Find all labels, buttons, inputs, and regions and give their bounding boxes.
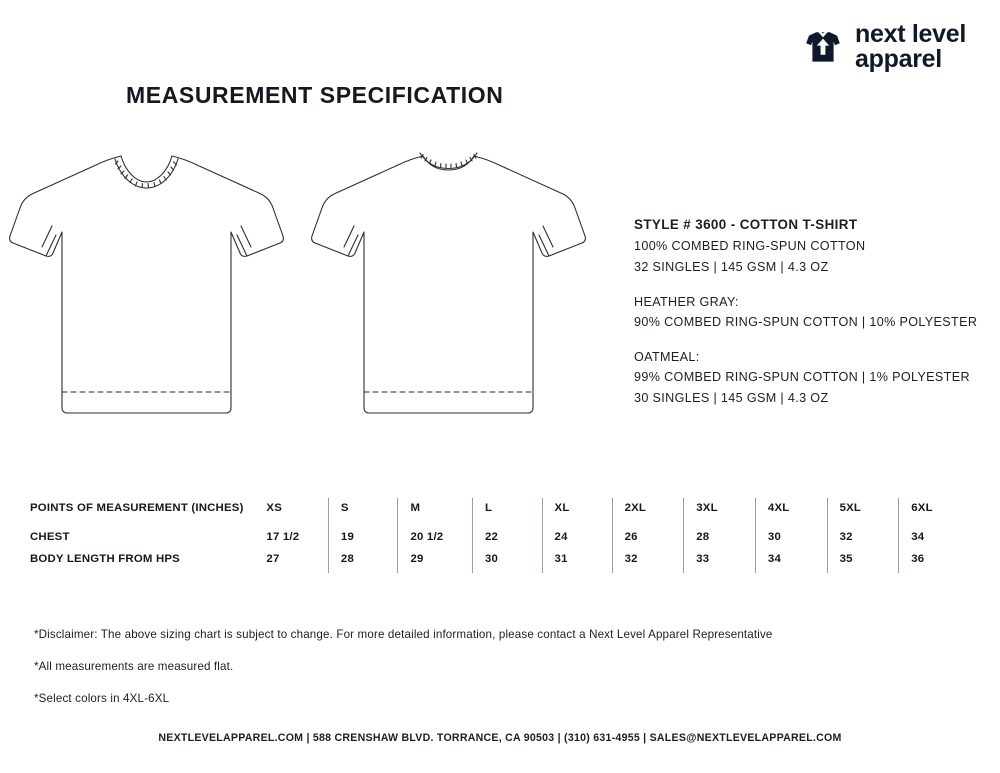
row-label-chest: CHEST <box>30 531 70 543</box>
composition-line: 100% COMBED RING-SPUN COTTON <box>634 239 866 254</box>
brand-logo <box>803 22 966 71</box>
cell-chest-4xl: 30 <box>755 523 827 548</box>
table-header-row <box>30 498 970 523</box>
cell-chest-s: 19 <box>328 523 398 548</box>
measurement-table <box>30 498 970 573</box>
cell-length-s: 28 <box>328 548 398 573</box>
cell-chest-m: 20 1/2 <box>398 523 473 548</box>
column-header-6xl: 6XL <box>899 498 970 523</box>
cell-length-xs: 27 <box>266 553 280 565</box>
table-row <box>30 523 970 548</box>
column-header-3xl: 3XL <box>684 498 756 523</box>
tshirt-back-illustration <box>310 140 600 435</box>
disclaimer-notes <box>34 628 773 724</box>
column-header-xs: XS <box>266 502 283 514</box>
cell-length-m: 29 <box>398 548 473 573</box>
cell-chest-5xl: 32 <box>827 523 899 548</box>
brand-line-1: next level <box>855 20 966 48</box>
oatmeal-composition: 99% COMBED RING-SPUN COTTON | 1% POLYESTER <box>634 370 970 385</box>
brand-wordmark <box>855 22 966 71</box>
cell-chest-3xl: 28 <box>684 523 756 548</box>
cell-chest-xl: 24 <box>542 523 612 548</box>
cell-length-2xl: 32 <box>612 548 684 573</box>
tshirt-logo-icon <box>803 27 843 67</box>
column-header-s: S <box>328 498 398 523</box>
measurement-table-wrapper <box>30 498 970 573</box>
cell-length-xl: 31 <box>542 548 612 573</box>
cell-chest-6xl: 34 <box>899 523 970 548</box>
brand-line-2: apparel <box>855 44 942 73</box>
heather-gray-composition: 90% COMBED RING-SPUN COTTON | 10% POLYESTER <box>634 315 978 330</box>
column-header-l: L <box>472 498 542 523</box>
column-header-pom: POINTS OF MEASUREMENT (INCHES) <box>30 502 244 514</box>
cell-length-l: 30 <box>472 548 542 573</box>
cell-chest-l: 22 <box>472 523 542 548</box>
heather-gray-label: HEATHER GRAY: <box>634 294 739 309</box>
note-measured-flat: *All measurements are measured flat. <box>34 660 234 673</box>
style-spec-block <box>634 218 994 413</box>
oatmeal-label: OATMEAL: <box>634 349 700 364</box>
cell-chest-xs: 17 1/2 <box>266 531 300 543</box>
oatmeal-singles: 30 SINGLES | 145 GSM | 4.3 OZ <box>634 390 829 405</box>
cell-length-6xl: 36 <box>899 548 970 573</box>
footer-contact-line: NEXTLEVELAPPAREL.COM | 588 CRENSHAW BLVD. TORRANCE, CA 90503 | (310) 631-4955 | SALES@NEXTLEVELAPPAREL.COM <box>158 732 842 744</box>
row-label-body-length: BODY LENGTH FROM HPS <box>30 553 180 565</box>
tshirt-front-illustration <box>8 140 298 435</box>
cell-length-3xl: 33 <box>684 548 756 573</box>
column-header-4xl: 4XL <box>755 498 827 523</box>
cell-length-5xl: 35 <box>827 548 899 573</box>
page-title: MEASUREMENT SPECIFICATION <box>126 82 504 108</box>
cell-length-4xl: 34 <box>755 548 827 573</box>
singles-line: 32 SINGLES | 145 GSM | 4.3 OZ <box>634 260 829 274</box>
cell-chest-2xl: 26 <box>612 523 684 548</box>
column-header-m: M <box>398 498 473 523</box>
style-number-line: STYLE # 3600 - COTTON T-SHIRT <box>634 217 858 232</box>
note-select-colors: *Select colors in 4XL-6XL <box>34 692 170 705</box>
note-disclaimer: *Disclaimer: The above sizing chart is subject to change. For more detailed information, please contact a Next Level Apparel Representative <box>34 628 773 641</box>
column-header-5xl: 5XL <box>827 498 899 523</box>
column-header-2xl: 2XL <box>612 498 684 523</box>
column-header-xl: XL <box>542 498 612 523</box>
table-row <box>30 548 970 573</box>
